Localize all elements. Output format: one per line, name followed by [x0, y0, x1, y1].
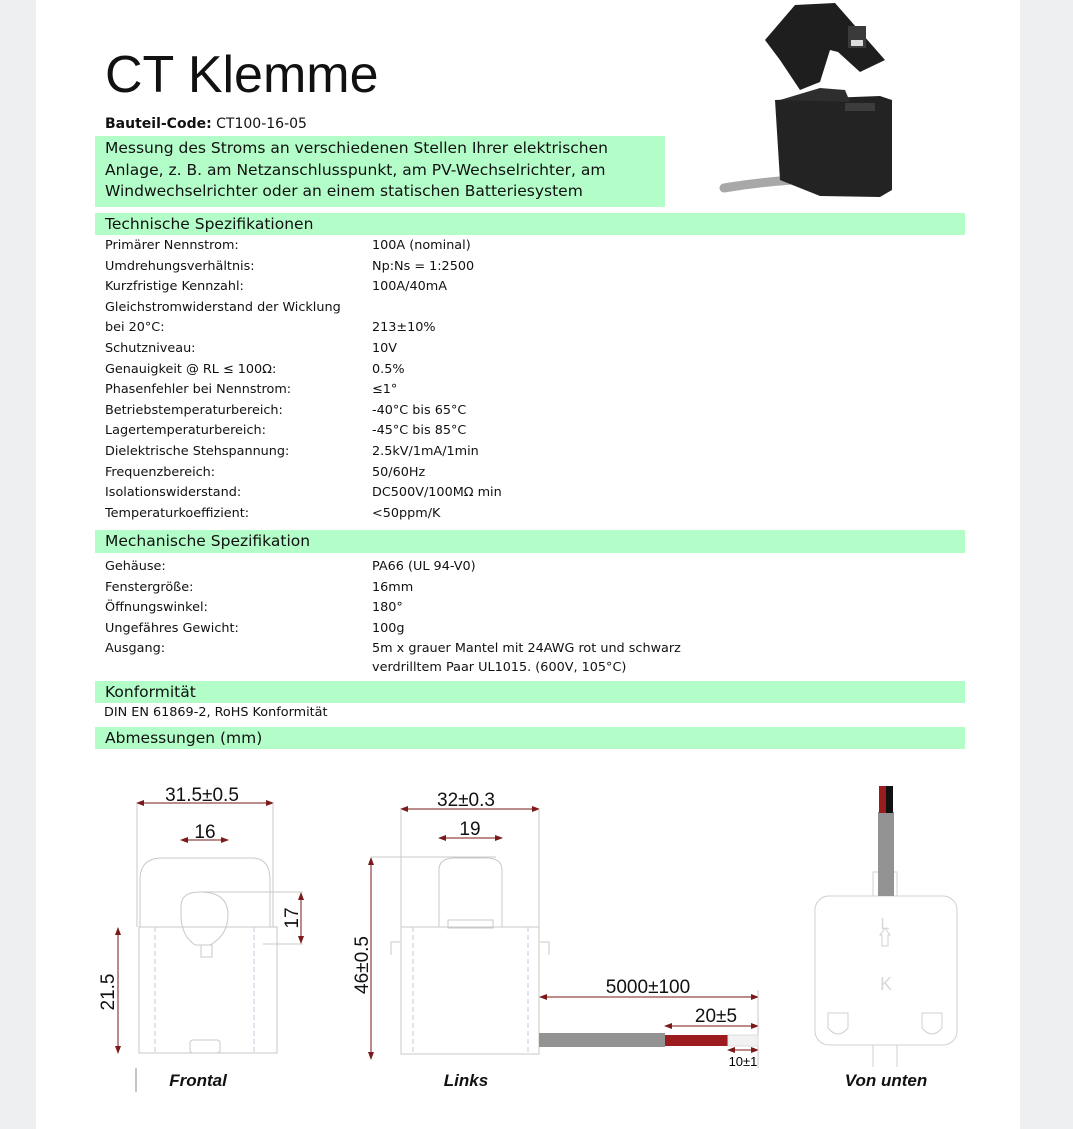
spec-value: 16mm [372, 579, 414, 595]
spec-label: Dielektrische Stehspannung: [105, 444, 290, 459]
frontal-view [118, 803, 303, 1092]
spec-label: Genauigkeit @ RL ≤ 100Ω: [105, 361, 277, 377]
spec-label: Primärer Nennstrom: [105, 238, 239, 253]
section-technical-heading: Technische Spezifikationen [95, 213, 965, 235]
strip-length-dim: 20±5 [694, 1006, 738, 1027]
spec-value: Np:Ns = 1:2500 [372, 258, 475, 274]
tip-length-dim: 10±1 [728, 1054, 758, 1069]
spec-value: 50/60Hz [372, 464, 426, 480]
spec-label: Öffnungswinkel: [105, 600, 208, 616]
spec-label: Gleichstromwiderstand der Wicklung [105, 299, 341, 315]
cable-jacket [539, 1033, 665, 1047]
description-box: Messung des Stroms an verschiedenen Stellen Ihrer elektrischen Anlage, z. B. am Netzanschlusspunkt, am PV-Wechselrichter, am Windwechselrichter oder an einem statischen Batteriesystem [95, 136, 665, 207]
spec-value: PA66 (UL 94-V0) [372, 559, 476, 574]
spec-value: DC500V/100MΩ min [372, 485, 502, 501]
spec-label: Ungefähres Gewicht: [105, 620, 239, 636]
page-title: CT Klemme [105, 46, 379, 104]
spec-label: Schutzniveau: [105, 341, 196, 356]
frontal-window-dim: 16 [194, 822, 216, 843]
left-label: Links [443, 1071, 489, 1090]
mark-k: K [879, 974, 893, 994]
spec-value: 100g [372, 620, 405, 636]
spec-label: Phasenfehler bei Nennstrom: [105, 382, 292, 398]
left-view [371, 809, 758, 1068]
spec-value: 5m x grauer Mantel mit 24AWG rot und schwarz [372, 641, 681, 657]
frontal-label: Frontal [169, 1071, 227, 1090]
spec-label: Gehäuse: [105, 559, 166, 574]
spec-value: ≤1° [372, 382, 398, 398]
spec-value: -40°C bis 65°C [372, 402, 467, 418]
spec-value: 100A/40mA [372, 279, 447, 295]
spec-value: -45°C bis 85°C [372, 423, 467, 439]
section-conformity-heading: Konformität [95, 681, 965, 703]
cable-length-dim: 5000±100 [605, 977, 691, 998]
section-dimensions-heading: Abmessungen (mm) [95, 727, 965, 749]
left-width-dim: 32±0.3 [437, 790, 495, 811]
spec-label: Frequenzbereich: [105, 464, 216, 480]
spec-value: 2.5kV/1mA/1min [372, 444, 479, 459]
spec-label: Temperaturkoeffizient: [105, 505, 250, 521]
spec-value: 0.5% [372, 361, 405, 377]
spec-value: 213±10% [372, 320, 436, 336]
spec-value: 180° [372, 600, 403, 616]
bottom-view [815, 872, 957, 1067]
spec-label: Umdrehungsverhältnis: [105, 258, 255, 274]
part-code: Bauteil-Code: CT100-16-05 [105, 116, 307, 132]
frontal-window-height-dim: 17 [282, 907, 303, 929]
spec-label: Isolationswiderstand: [105, 485, 242, 501]
spec-label: bei 20°C: [105, 320, 165, 336]
bottom-wire-black [886, 786, 893, 813]
spec-value: 10V [372, 341, 398, 356]
frontal-width-dim: 31.5±0.5 [165, 785, 239, 806]
mark-l: L [880, 916, 890, 933]
spec-label: Betriebstemperaturbereich: [105, 402, 283, 418]
left-height-dim: 46±0.5 [352, 936, 373, 994]
spec-label: Lagertemperaturbereich: [105, 423, 266, 439]
spec-label: Fenstergröße: [105, 579, 194, 595]
section-mechanical-heading: Mechanische Spezifikation [95, 530, 965, 553]
conformity-text: DIN EN 61869-2, RoHS Konformität [104, 705, 328, 720]
stripped-tip [728, 1035, 758, 1046]
spec-label: Kurzfristige Kennzahl: [105, 279, 244, 295]
bottom-cable [878, 812, 894, 896]
frontal-height-dim: 21.5 [98, 973, 119, 1011]
wire-red [665, 1035, 728, 1046]
bottom-wire-red [879, 786, 886, 813]
left-top-dim: 19 [459, 819, 481, 840]
spec-label: Ausgang: [105, 641, 166, 657]
spec-value: <50ppm/K [372, 505, 441, 521]
bottom-label: Von unten [844, 1071, 928, 1090]
spec-value: 100A (nominal) [372, 238, 471, 253]
spec-value-continued: verdrilltem Paar UL1015. (600V, 105°C) [372, 660, 627, 676]
